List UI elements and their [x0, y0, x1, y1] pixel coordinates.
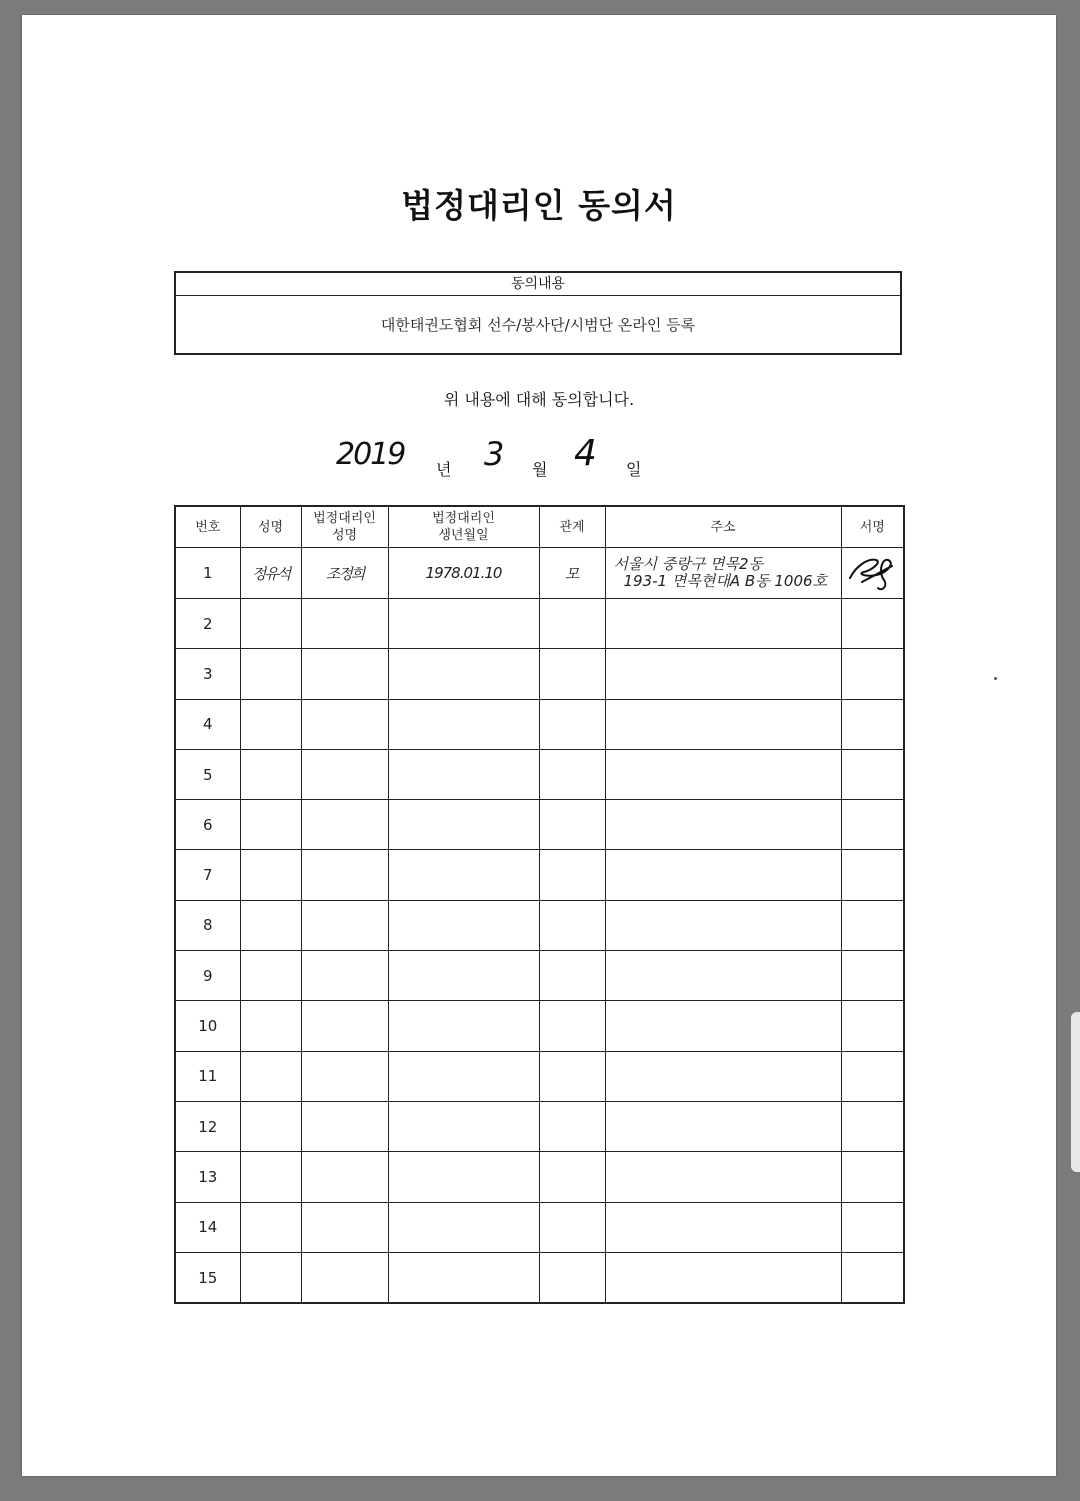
row-relation	[539, 749, 605, 799]
row-name	[240, 599, 301, 649]
row-address	[605, 749, 841, 799]
table-row	[175, 649, 904, 699]
row-signature	[841, 951, 904, 1001]
row-name	[240, 649, 301, 699]
row-signature	[841, 1202, 904, 1252]
row-guardian-birth	[388, 850, 539, 900]
row-number: 13	[175, 1152, 240, 1202]
date-year-unit: 년	[436, 460, 452, 479]
row-guardian-name	[301, 951, 388, 1001]
row-guardian-birth	[388, 1252, 539, 1303]
row-guardian-name	[301, 1252, 388, 1303]
header-signature: 서명	[841, 506, 904, 548]
document-page	[22, 15, 1056, 1476]
scrollbar-handle[interactable]	[1071, 1012, 1080, 1172]
row-relation	[539, 1101, 605, 1151]
row-address	[605, 1001, 841, 1051]
row-signature	[841, 900, 904, 950]
row-guardian-name	[301, 1101, 388, 1151]
row-address	[605, 649, 841, 699]
row-number: 15	[175, 1252, 240, 1303]
row-guardian-name	[301, 850, 388, 900]
row-number: 4	[175, 699, 240, 749]
row-guardian-name	[301, 800, 388, 850]
row-number: 3	[175, 649, 240, 699]
table-row	[175, 699, 904, 749]
row-guardian-birth	[388, 1202, 539, 1252]
agreement-statement: 위 내용에 대해 동의합니다.	[443, 390, 635, 409]
consent-content-body: 대한태권도협회 선수/봉사단/시범단 온라인 등록	[380, 316, 696, 334]
row-name	[240, 850, 301, 900]
header-guardian-name: 법정대리인 성명	[301, 506, 388, 548]
header-no: 번호	[175, 506, 240, 548]
row-name	[240, 900, 301, 950]
date-month-handwritten: 3	[484, 435, 505, 473]
row-address	[605, 699, 841, 749]
consent-content-header: 동의내용	[176, 273, 900, 296]
row-name: 정유석	[240, 548, 301, 599]
row-relation	[539, 800, 605, 850]
row-guardian-birth	[388, 599, 539, 649]
row-address-line-1: 서울시 중랑구 면목2동	[613, 555, 763, 573]
header-relation: 관계	[539, 506, 605, 548]
row-signature	[841, 699, 904, 749]
row-signature	[841, 1252, 904, 1303]
row-signature	[841, 1152, 904, 1202]
row-address	[605, 1101, 841, 1151]
row-signature	[841, 850, 904, 900]
row-guardian-birth	[388, 1001, 539, 1051]
row-address	[605, 951, 841, 1001]
date-month-unit: 월	[532, 460, 548, 479]
row-guardian-name	[301, 749, 388, 799]
table-row	[175, 951, 904, 1001]
row-guardian-name	[301, 1051, 388, 1101]
row-relation	[539, 599, 605, 649]
row-guardian-birth	[388, 699, 539, 749]
table-row	[175, 1152, 904, 1202]
row-number: 5	[175, 749, 240, 799]
table-row	[175, 749, 904, 799]
header-address: 주소	[605, 506, 841, 548]
table-row	[175, 1101, 904, 1151]
row-guardian-name	[301, 599, 388, 649]
table-row	[175, 1252, 904, 1303]
row-number: 7	[175, 850, 240, 900]
row-name	[240, 1202, 301, 1252]
row-address	[605, 1152, 841, 1202]
row-guardian-name	[301, 649, 388, 699]
row-number: 12	[175, 1101, 240, 1151]
row-signature	[841, 749, 904, 799]
table-row	[175, 1001, 904, 1051]
row-relation	[539, 699, 605, 749]
row-signature	[841, 1051, 904, 1101]
row-address	[605, 1252, 841, 1303]
row-number: 9	[175, 951, 240, 1001]
row-guardian-name	[301, 1202, 388, 1252]
row-number: 6	[175, 800, 240, 850]
row-relation	[539, 951, 605, 1001]
row-number: 11	[175, 1051, 240, 1101]
row-name	[240, 699, 301, 749]
row-address	[605, 800, 841, 850]
row-name	[240, 1252, 301, 1303]
row-relation	[539, 1001, 605, 1051]
table-row	[175, 1202, 904, 1252]
row-number: 1	[175, 548, 240, 599]
row-address	[605, 900, 841, 950]
date-year-handwritten: 2019	[336, 437, 405, 472]
row-number: 8	[175, 900, 240, 950]
row-guardian-birth	[388, 749, 539, 799]
table-row	[175, 850, 904, 900]
row-address	[605, 1202, 841, 1252]
table-row	[175, 548, 904, 599]
row-guardian-name	[301, 900, 388, 950]
row-address	[605, 1051, 841, 1101]
row-guardian-name: 조정희	[301, 548, 388, 599]
consent-content-box	[174, 271, 902, 355]
table-row	[175, 900, 904, 950]
header-guardian-birth: 법정대리인 생년월일	[388, 506, 539, 548]
row-guardian-birth: 1978.01.10	[388, 548, 539, 599]
row-guardian-name	[301, 699, 388, 749]
consent-date	[322, 433, 682, 483]
table-row	[175, 1051, 904, 1101]
row-guardian-birth	[388, 951, 539, 1001]
row-signature	[841, 800, 904, 850]
page-speck	[994, 677, 997, 680]
row-name	[240, 1152, 301, 1202]
row-signature	[841, 548, 904, 599]
row-guardian-birth	[388, 1152, 539, 1202]
date-day-handwritten: 4	[574, 433, 597, 474]
row-guardian-name	[301, 1152, 388, 1202]
row-relation	[539, 900, 605, 950]
document-title: 법정대리인 동의서	[401, 186, 677, 225]
row-name	[240, 1051, 301, 1101]
row-address	[605, 599, 841, 649]
row-relation	[539, 1051, 605, 1101]
row-address-line-2: 193-1 면목현대A B동 1006호	[623, 572, 828, 590]
row-number: 14	[175, 1202, 240, 1252]
signature-mark	[842, 548, 902, 594]
row-name	[240, 1101, 301, 1151]
date-day-unit: 일	[626, 460, 642, 479]
row-guardian-name	[301, 1001, 388, 1051]
row-guardian-birth	[388, 900, 539, 950]
row-signature	[841, 599, 904, 649]
row-guardian-birth	[388, 800, 539, 850]
table-header-row	[175, 506, 904, 548]
table-row	[175, 800, 904, 850]
guardian-roster-table	[174, 505, 905, 1304]
row-signature	[841, 1001, 904, 1051]
row-signature	[841, 649, 904, 699]
row-relation	[539, 649, 605, 699]
table-row	[175, 599, 904, 649]
row-relation	[539, 1252, 605, 1303]
row-relation	[539, 1202, 605, 1252]
row-name	[240, 951, 301, 1001]
row-address	[605, 548, 841, 599]
row-number: 10	[175, 1001, 240, 1051]
row-signature	[841, 1101, 904, 1151]
row-relation	[539, 850, 605, 900]
row-name	[240, 1001, 301, 1051]
row-address	[605, 850, 841, 900]
header-name: 성명	[240, 506, 301, 548]
row-relation	[539, 1152, 605, 1202]
row-guardian-birth	[388, 1101, 539, 1151]
row-guardian-birth	[388, 649, 539, 699]
row-guardian-birth	[388, 1051, 539, 1101]
row-name	[240, 800, 301, 850]
row-name	[240, 749, 301, 799]
row-number: 2	[175, 599, 240, 649]
row-relation: 모	[539, 548, 605, 599]
